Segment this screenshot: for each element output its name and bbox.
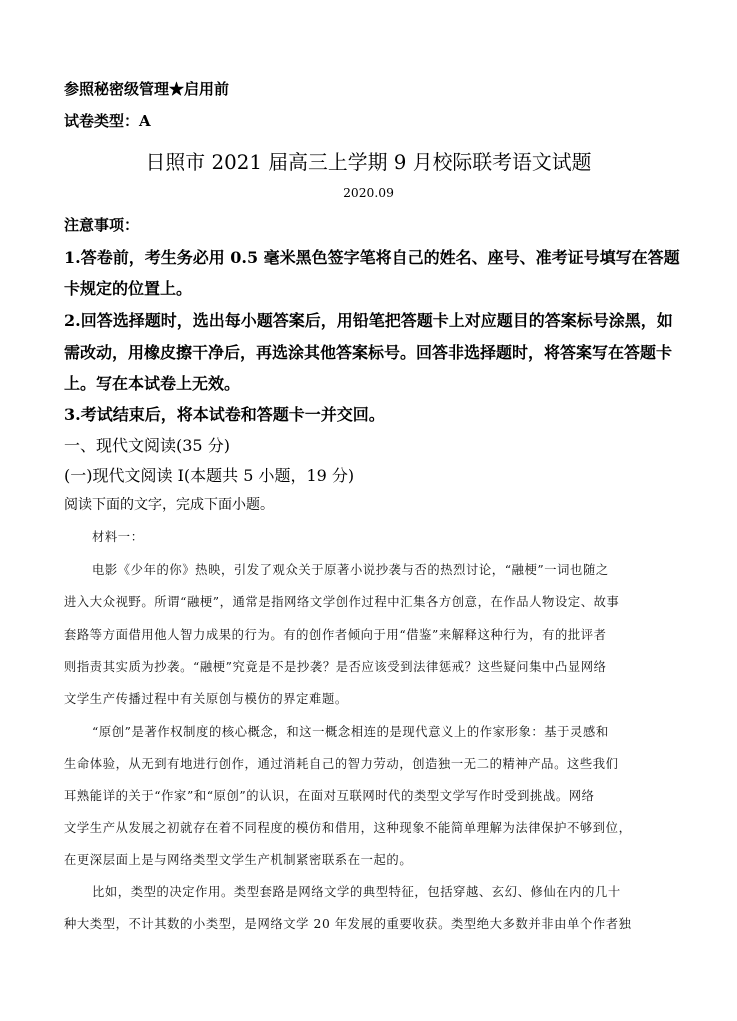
- material-line: 电影《少年的你》热映，引发了观众关于原著小说抄袭与否的热烈讨论，“融梗”一词也随之: [92, 563, 609, 577]
- material-line: 种大类型，不计其数的小类型，是网络文学 20 年发展的重要收获。类型绝大多数并非由单个作者独: [64, 917, 632, 931]
- material-line: “原创”是著作权制度的核心概念，和这一概念相连的是现代意义上的作家形象：基于灵感和: [92, 725, 609, 739]
- notes-line-2: 卡规定的位置上。: [64, 279, 193, 298]
- material-line: 耳熟能详的关于“作家”和“原创”的认识，在面对互联网时代的类型文学写作时受到挑战。网络: [64, 789, 595, 803]
- material-line: 进入大众视野。所谓“融梗”，通常是指网络文学创作过程中汇集各方创意，在作品人物设定、故事: [64, 595, 620, 609]
- notes-line-1: 1.答卷前，考生务必用 0.5 毫米黑色签字笔将自己的姓名、座号、准考证号填写在答题: [64, 248, 680, 267]
- secrecy-label: 参照秘密级管理★启用前: [64, 80, 230, 98]
- notes-line-5: 上。写在本试卷上无效。: [64, 374, 241, 393]
- reading-instruction: 阅读下面的文字，完成下面小题。: [64, 497, 274, 513]
- notes-line-6: 3.考试结束后，将本试卷和答题卡一并交回。: [64, 405, 385, 424]
- notes-line-3: 2.回答选择题时，选出每小题答案后，用铅笔把答题卡上对应题目的答案标号涂黑，如: [64, 311, 673, 330]
- material-line: 文学生产传播过程中有关原创与模仿的界定难题。: [64, 692, 348, 706]
- exam-date: 2020.09: [343, 186, 394, 200]
- page-title: 日照市 2021 届高三上学期 9 月校际联考语文试题: [145, 151, 592, 174]
- material-line: 文学生产从发展之初就存在着不同程度的模仿和借用，这种现象不能简单理解为法律保护不够到位，: [64, 821, 632, 835]
- material-line: 比如，类型的决定作用。类型套路是网络文学的典型特征，包括穿越、玄幻、修仙在内的几十: [92, 885, 621, 899]
- material-line: 生命体验，从无到有地进行创作，通过消耗自己的智力劳动，创造独一无二的精神产品。这些我们: [64, 757, 619, 771]
- material-line: 套路等方面借用他人智力成果的行为。有的创作者倾向于用“借鉴”来解释这种行为，有的批评者: [64, 628, 607, 642]
- section-subheading: (一)现代文阅读 I(本题共 5 小题，19 分): [64, 466, 355, 485]
- notes-line-4: 需改动，用橡皮擦干净后，再选涂其他答案标号。回答非选择题时，将答案写在答题卡: [64, 343, 673, 362]
- notes-heading: 注意事项：: [64, 216, 140, 234]
- material-line: 则指责其实质为抄袭。“融梗”究竟是不是抄袭？是否应该受到法律惩戒？这些疑问集中凸显网络: [64, 660, 607, 674]
- paper-type-label: 试卷类型：A: [64, 112, 151, 130]
- material-line: 在更深层面上是与网络类型文学生产机制紧密联系在一起的。: [64, 853, 413, 867]
- material-label: 材料一：: [92, 530, 144, 544]
- section-heading: 一、现代文阅读(35 分): [64, 436, 230, 455]
